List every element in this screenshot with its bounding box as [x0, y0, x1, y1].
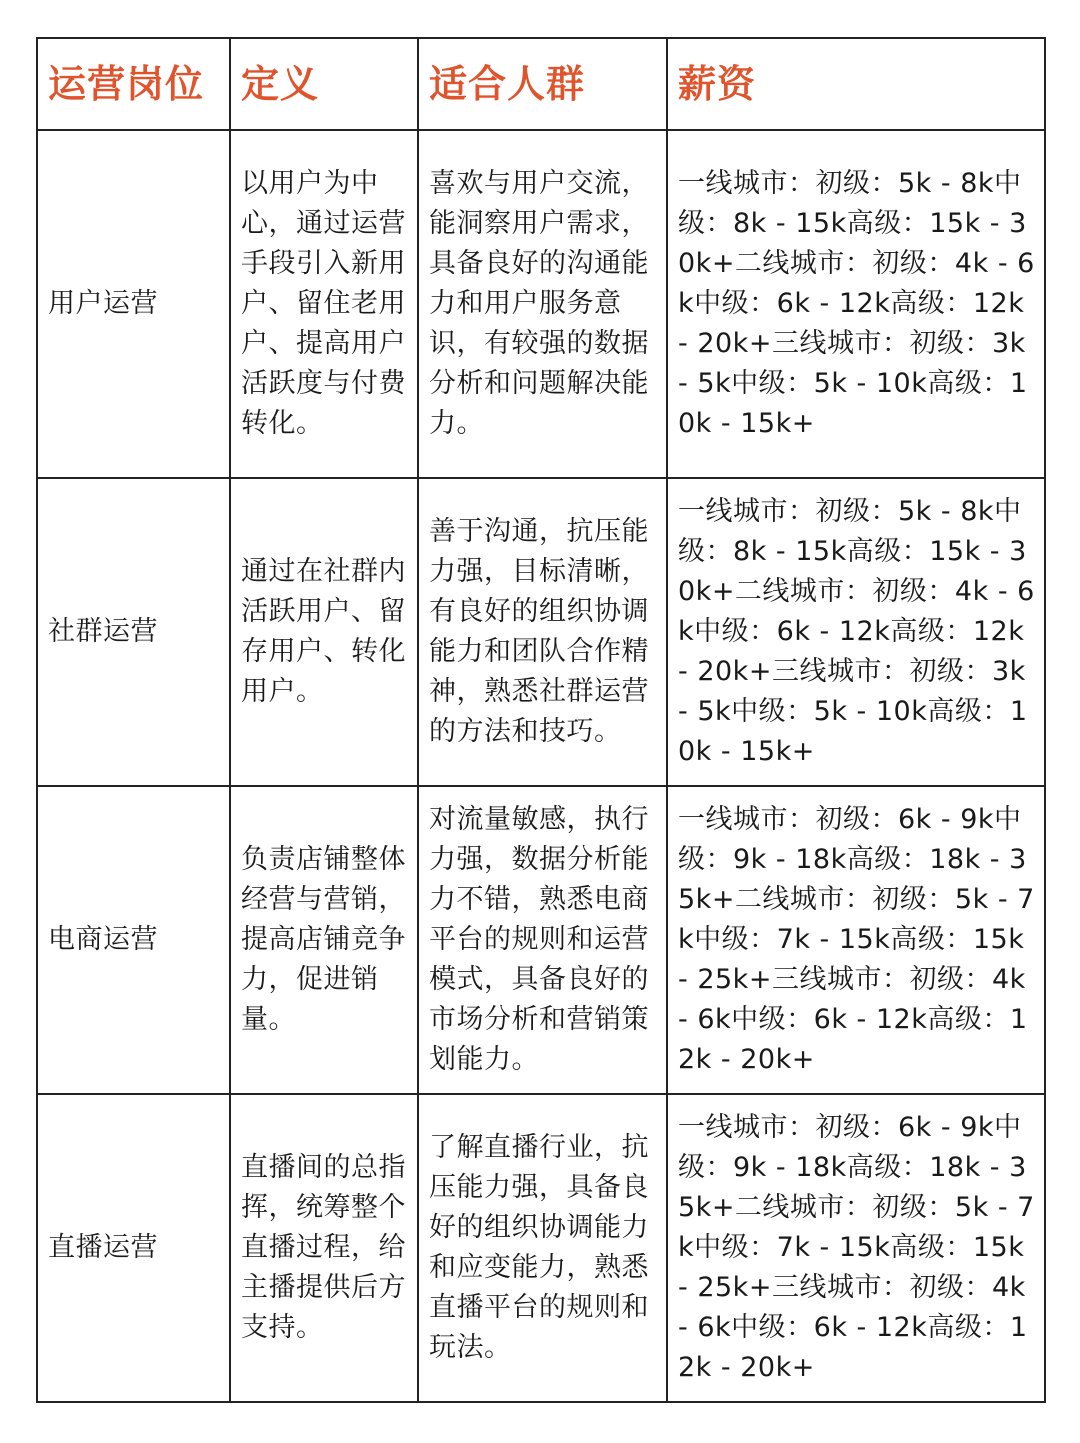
header-definition: 定义 — [230, 38, 418, 130]
audience-cell: 对流量敏感，执行力强，数据分析能力不错，熟悉电商平台的规则和运营模式，具备良好的市场分析和营销策划能力。 — [418, 786, 667, 1094]
definition-cell: 以用户为中心，通过运营手段引入新用户、留住老用户、提高用户活跃度与付费转化。 — [230, 130, 418, 478]
job-comparison-table — [36, 37, 1046, 1403]
audience-cell: 了解直播行业，抗压能力强，具备良好的组织协调能力和应变能力，熟悉直播平台的规则和玩法。 — [418, 1094, 667, 1402]
role-cell: 电商运营 — [37, 786, 230, 1094]
salary-cell: 一线城市：初级：6k - 9k中级：9k - 18k高级：18k - 35k+二线城市：初级：5k - 7k中级：7k - 15k高级：15k - 25k+三线城市：初级：4k - 6k中级：6k - 12k高级：12k - 20k+ — [667, 1094, 1045, 1402]
salary-cell: 一线城市：初级：5k - 8k中级：8k - 15k高级：15k - 30k+二线城市：初级：4k - 6k中级：6k - 12k高级：12k - 20k+三线城市：初级：3k - 5k中级：5k - 10k高级：10k - 15k+ — [667, 130, 1045, 478]
audience-cell: 善于沟通，抗压能力强，目标清晰，有良好的组织协调能力和团队合作精神，熟悉社群运营的方法和技巧。 — [418, 478, 667, 786]
role-cell: 社群运营 — [37, 478, 230, 786]
header-row — [37, 38, 1045, 130]
audience-cell: 喜欢与用户交流，能洞察用户需求，具备良好的沟通能力和用户服务意识，有较强的数据分析和问题解决能力。 — [418, 130, 667, 478]
table-row — [37, 130, 1045, 478]
definition-cell: 负责店铺整体经营与营销，提高店铺竞争力，促进销量。 — [230, 786, 418, 1094]
header-salary: 薪资 — [667, 38, 1045, 130]
table-row — [37, 1094, 1045, 1402]
table-row — [37, 478, 1045, 786]
role-cell: 用户运营 — [37, 130, 230, 478]
definition-cell: 直播间的总指挥，统筹整个直播过程，给主播提供后方支持。 — [230, 1094, 418, 1402]
salary-cell: 一线城市：初级：5k - 8k中级：8k - 15k高级：15k - 30k+二线城市：初级：4k - 6k中级：6k - 12k高级：12k - 20k+三线城市：初级：3k - 5k中级：5k - 10k高级：10k - 15k+ — [667, 478, 1045, 786]
role-cell: 直播运营 — [37, 1094, 230, 1402]
header-audience: 适合人群 — [418, 38, 667, 130]
salary-cell: 一线城市：初级：6k - 9k中级：9k - 18k高级：18k - 35k+二线城市：初级：5k - 7k中级：7k - 15k高级：15k - 25k+三线城市：初级：4k - 6k中级：6k - 12k高级：12k - 20k+ — [667, 786, 1045, 1094]
header-role: 运营岗位 — [37, 38, 230, 130]
table-row — [37, 786, 1045, 1094]
definition-cell: 通过在社群内活跃用户、留存用户、转化用户。 — [230, 478, 418, 786]
